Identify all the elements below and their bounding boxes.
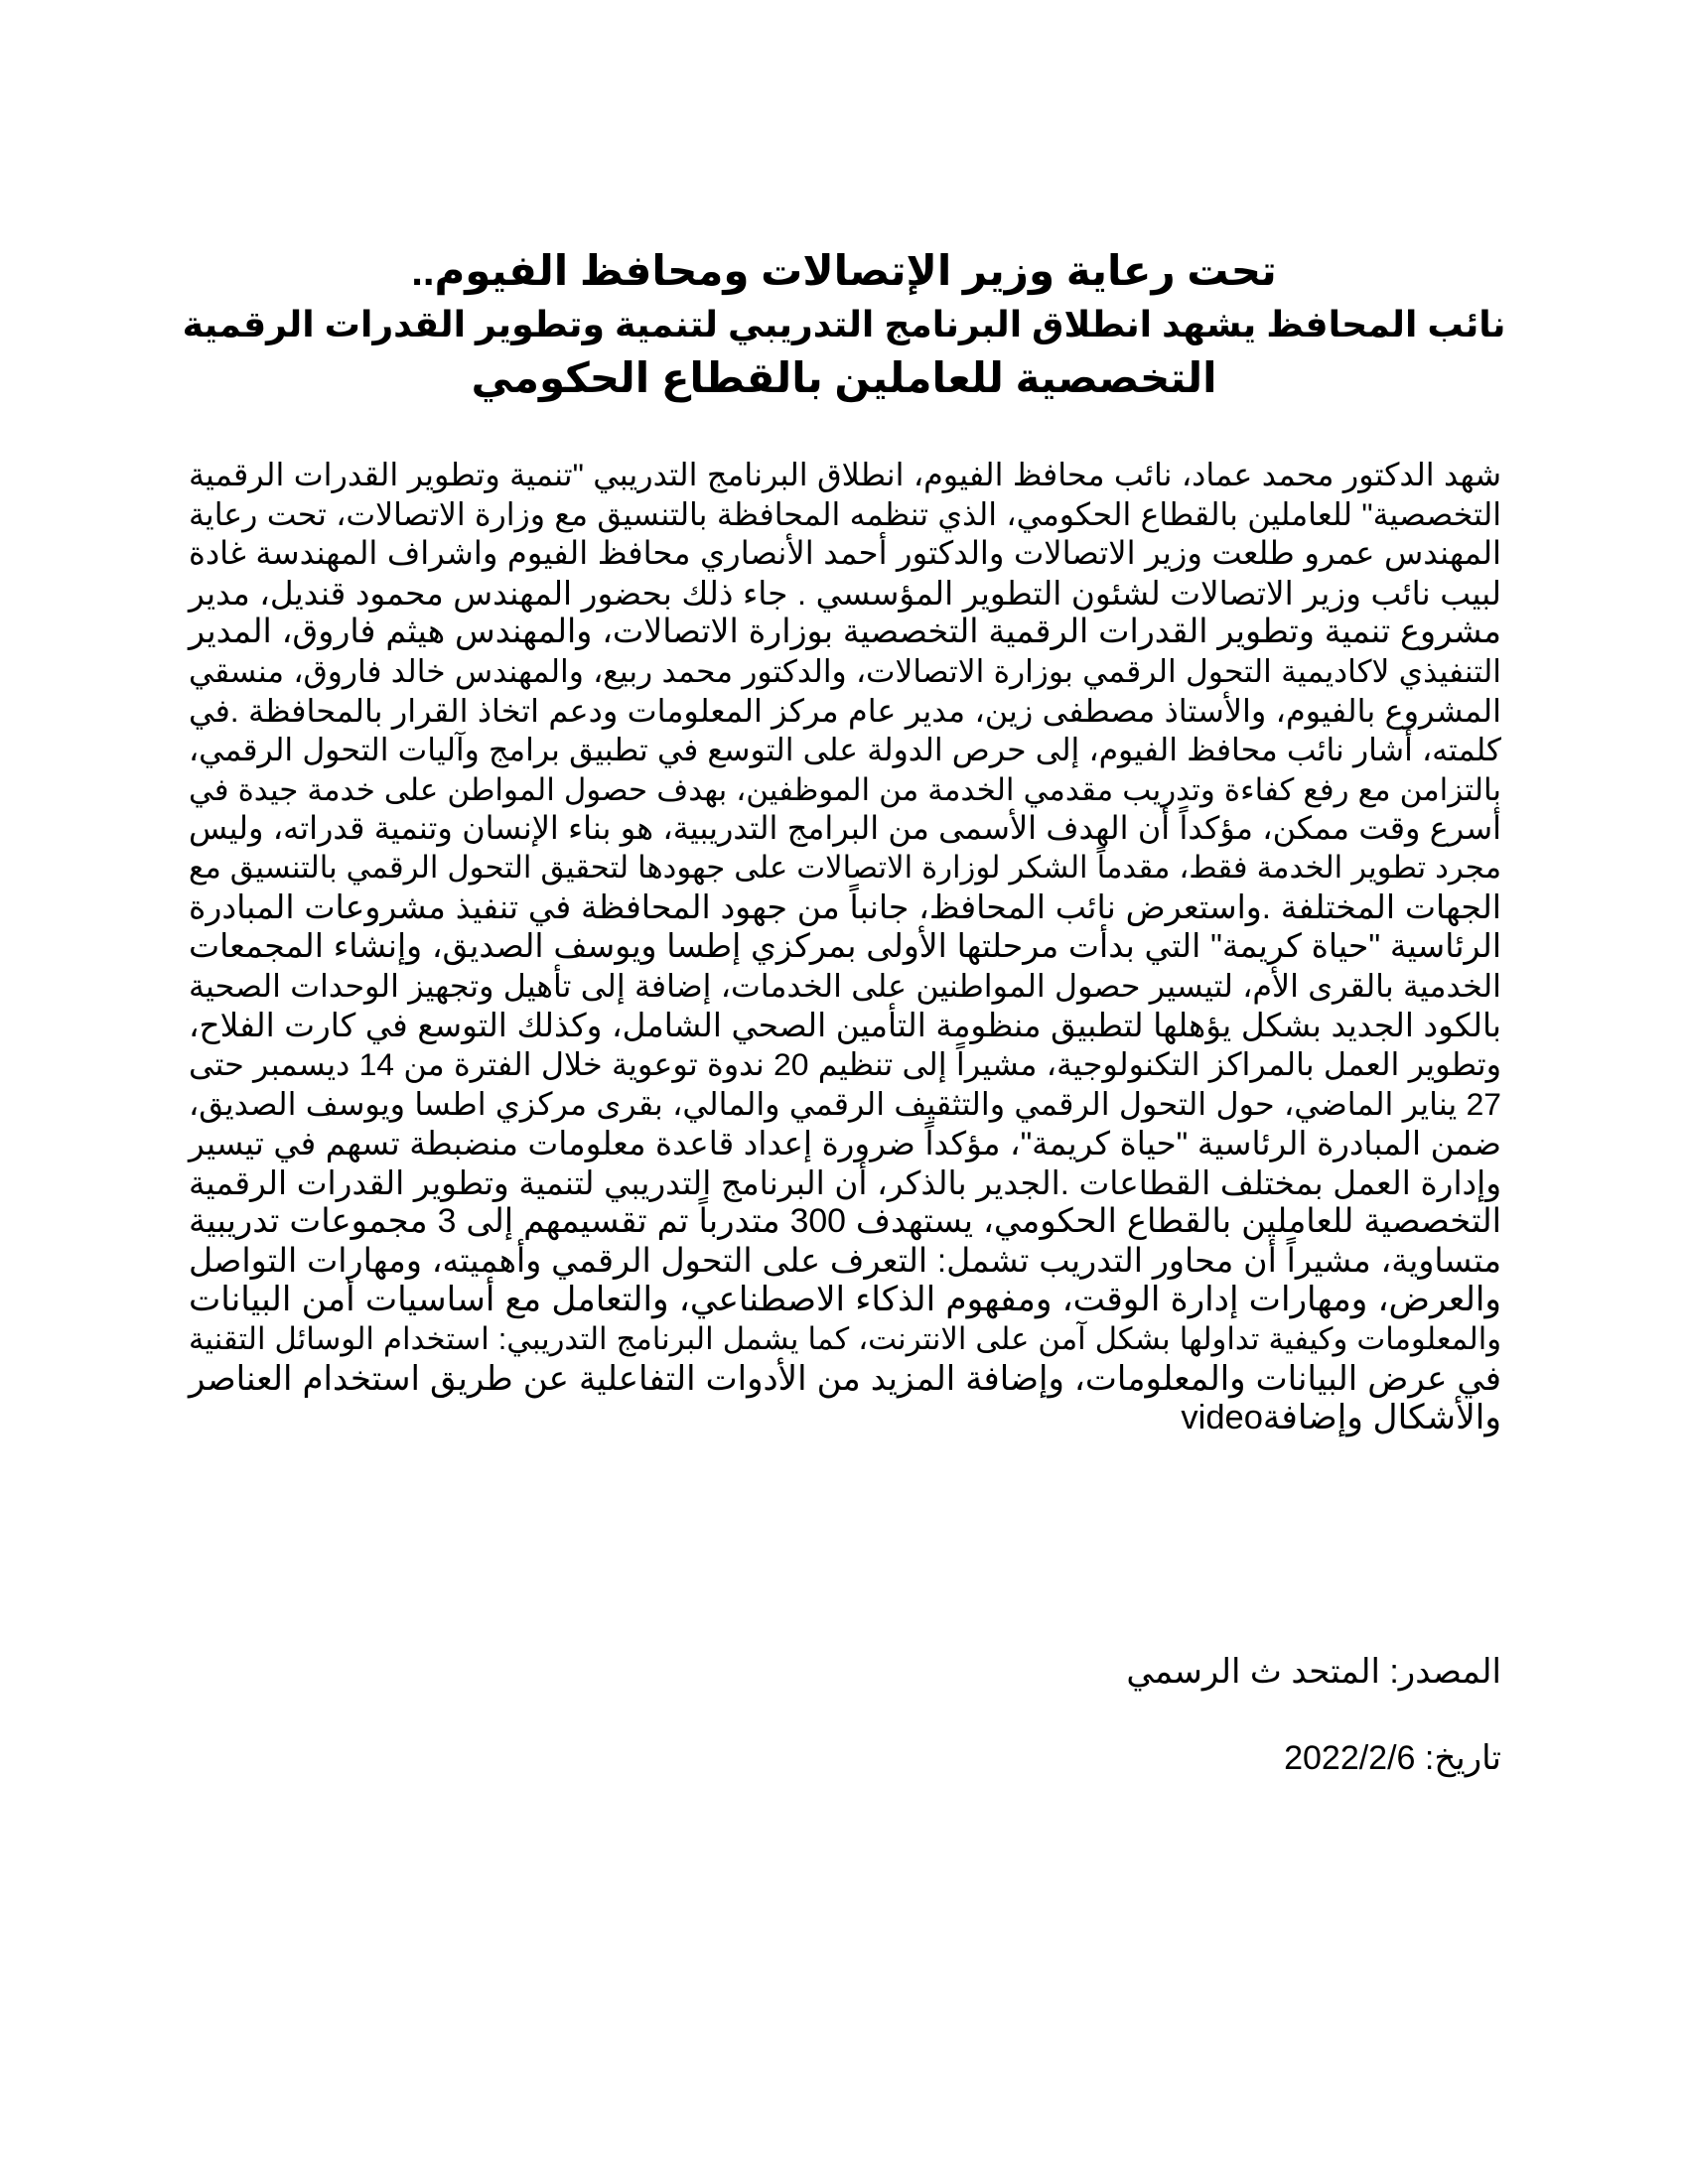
- article-headline: [179, 244, 1509, 405]
- body-line-3: المهندس عمرو طلعت وزير الاتصالات والدكتور أحمد الأنصاري محافظ الفيوم واشراف المهندسة غادة: [189, 535, 1501, 572]
- body-line-1: شهد الدكتور محمد عماد، نائب محافظ الفيوم، انطلاق البرنامج التدريبي "تنمية وتطوير القدرات الرقمية: [189, 457, 1501, 492]
- body-line-24: في عرض البيانات والمعلومات، وإضافة المزيد من الأدوات التفاعلية عن طريق استخدام العناصر: [189, 1359, 1501, 1398]
- body-line-22: والعرض، ومهارات إدارة الوقت، ومفهوم الذكاء الاصطناعي، والتعامل مع أساسيات أمن البيانات: [189, 1281, 1501, 1319]
- body-line-10: أسرع وقت ممكن، مؤكداً أن الهدف الأسمى من البرامج التدريبية، هو بناء الإنسان وتنمية قدراته، وليس: [189, 810, 1501, 847]
- body-line-20: التخصصية للعاملين بالقطاع الحكومي، يستهدف 300 متدرباً تم تقسيمهم إلى 3 مجموعات تدريبية: [189, 1202, 1502, 1241]
- body-line-15: بالكود الجديد بشكل يؤهلها لتطبيق منظومة التأمين الصحي الشامل، وكذلك التوسع في كارت الفلاح،: [189, 1007, 1501, 1044]
- body-line-6: التنفيذي لاكاديمية التحول الرقمي بوزارة الاتصالات، والدكتور محمد ربيع، والمهندس خالد فاروق، منسقي: [189, 653, 1501, 689]
- body-line-7: المشروع بالفيوم، والأستاذ مصطفى زين، مدير عام مركز المعلومات ودعم اتخاذ القرار بالمحافظة .في: [189, 692, 1501, 729]
- body-line-17: 27 يناير الماضي، حول التحول الرقمي والتثقيف الرقمي والمالي، بقرى مركزي اطسا ويوسف الصديق،: [189, 1085, 1501, 1122]
- body-line-23: والمعلومات وكيفية تداولها بشكل آمن على الانترنت، كما يشمل البرنامج التدريبي: استخدام الوسائل التقنية: [189, 1322, 1501, 1357]
- headline-line-1: تحت رعاية وزير الإتصالات ومحافظ الفيوم..: [411, 247, 1277, 294]
- headline-line-3: التخصصية للعاملين بالقطاع الحكومي: [471, 354, 1217, 401]
- body-line-19: وإدارة العمل بمختلف القطاعات .الجدير بالذكر، أن البرنامج التدريبي لتنمية وتطوير القدرات الرقمية: [189, 1163, 1501, 1201]
- body-line-13: الرئاسية "حياة كريمة" التي بدأت مرحلتها الأولى بمركزي إطسا ويوسف الصديق، وإنشاء المجمعات: [189, 928, 1501, 966]
- headline-line-2: نائب المحافظ يشهد انطلاق البرنامج التدريبي لتنمية وتطوير القدرات الرقمية: [182, 304, 1506, 344]
- body-line-4: لبيب نائب وزير الاتصالات لشئون التطوير المؤسسي . جاء ذلك بحضور المهندس محمود قنديل، مدير: [189, 574, 1501, 612]
- body-line-8: كلمته، أشار نائب محافظ الفيوم، إلى حرص الدولة على التوسع في تطبيق برامج وآليات التحول الرقمي،: [189, 733, 1501, 768]
- body-line-11: مجرد تطوير الخدمة فقط، مقدماً الشكر لوزارة الاتصالات على جهودها لتحقيق التحول الرقمي بالتنسيق مع: [189, 850, 1501, 885]
- article-body: [189, 456, 1501, 1438]
- body-line-9: بالتزامن مع رفع كفاءة وتدريب مقدمي الخدمة من الموظفين، بهدف حصول المواطن على خدمة جيدة في: [189, 771, 1501, 807]
- body-line-14: الخدمية بالقرى الأم، لتيسير حصول المواطنين على الخدمات، إضافة إلى تأهيل وتجهيز الوحدات الصحية: [189, 967, 1501, 1004]
- date-line: تاريخ: 2022/2/6: [1284, 1739, 1501, 1777]
- body-line-12: الجهات المختلفة .واستعرض نائب المحافظ، جانباً من جهود المحافظة في تنفيذ مشروعات المبادرة: [189, 888, 1501, 926]
- body-line-21: متساوية، مشيراً أن محاور التدريب تشمل: التعرف على التحول الرقمي وأهميته، ومهارات التواصل: [189, 1242, 1501, 1280]
- source-line: المصدر: المتحد ث الرسمي: [1126, 1653, 1501, 1691]
- body-line-18: ضمن المبادرة الرئاسية "حياة كريمة"، مؤكداً ضرورة إعداد قاعدة معلومات منضبطة تسهم في تيسير: [189, 1125, 1501, 1162]
- body-line-16: وتطوير العمل بالمراكز التكنولوجية، مشيراً إلى تنظيم 20 ندوة توعوية خلال الفترة من 14 ديسمبر حتى: [189, 1045, 1502, 1082]
- body-line-25: والأشكال وإضافةvideo: [1181, 1399, 1501, 1437]
- body-line-2: التخصصية" للعاملين بالقطاع الحكومي، الذي تنظمه المحافظة بالتنسيق مع وزارة الاتصالات، تحت رعاية: [189, 495, 1501, 532]
- body-line-5: مشروع تنمية وتطوير القدرات الرقمية التخصصية بوزارة الاتصالات، والمهندس هيثم فاروق، المدير: [189, 614, 1501, 651]
